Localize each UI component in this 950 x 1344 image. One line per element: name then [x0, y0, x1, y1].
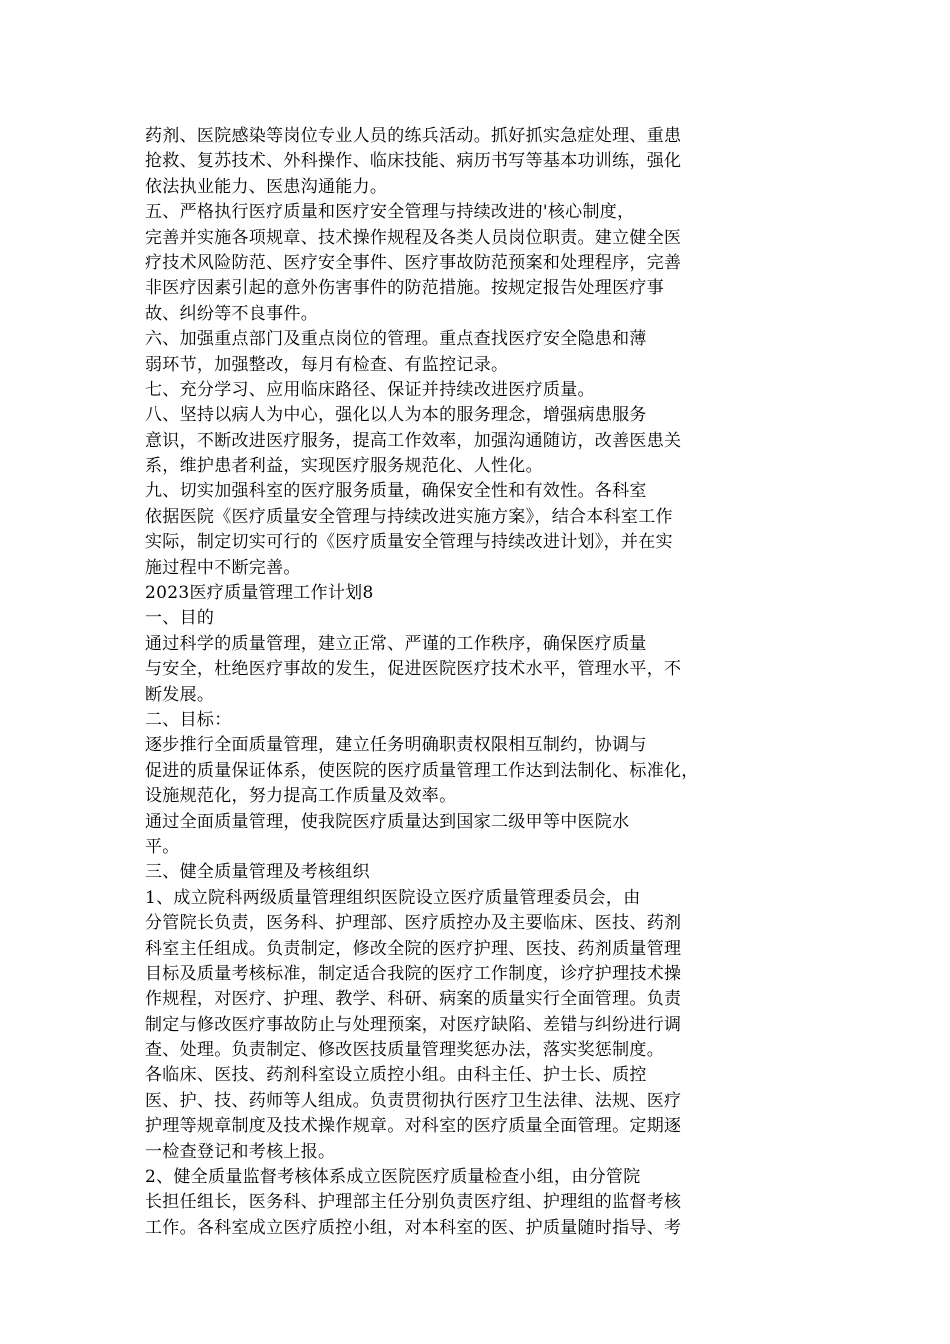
- text-line: 三、健全质量管理及考核组织: [145, 862, 370, 883]
- text-line: 逐步推行全面质量管理，建立任务明确职责权限相互制约，协调与: [145, 735, 647, 756]
- text-line: 与安全，杜绝医疗事故的发生，促进医院医疗技术水平，管理水平，不: [145, 659, 682, 680]
- text-line: 科室主任组成。负责制定，修改全院的医疗护理、医技、药剂质量管理: [145, 938, 682, 959]
- text-line: 完善并实施各项规章、技术操作规程及各类人员岗位职责。建立健全医: [145, 227, 682, 248]
- text-line: 实际，制定切实可行的《医疗质量安全管理与持续改进计划》，并在实: [145, 532, 673, 553]
- text-line: 通过科学的质量管理，建立正常、严谨的工作秩序，确保医疗质量: [145, 633, 647, 654]
- document-body: [145, 124, 755, 1241]
- text-line: 故、纠纷等不良事件。: [145, 303, 318, 324]
- text-line: 断发展。: [145, 684, 215, 705]
- text-line: 护理等规章制度及技术操作规章。对科室的医疗质量全面管理。定期逐: [145, 1116, 682, 1137]
- text-line: 意识，不断改进医疗服务，提高工作效率，加强沟通随访，改善医患关: [145, 430, 682, 451]
- text-line: 施过程中不断完善。: [145, 557, 301, 578]
- text-line: 平。: [145, 836, 180, 857]
- text-line: 目标及质量考核标准，制定适合我院的医疗工作制度，诊疗护理技术操: [145, 963, 682, 984]
- text-line: 药剂、医院感染等岗位专业人员的练兵活动。抓好抓实急症处理、重患: [145, 126, 682, 146]
- text-line: 七、充分学习、应用临床路径、保证并持续改进医疗质量。: [145, 379, 595, 400]
- text-line: 医、护、技、药师等人组成。负责贯彻执行医疗卫生法律、法规、医疗: [145, 1090, 682, 1111]
- text-line: 通过全面质量管理，使我院医疗质量达到国家二级甲等中医院水: [145, 811, 630, 832]
- text-line: 制定与修改医疗事故防止与处理预案，对医疗缺陷、差错与纠纷进行调: [145, 1014, 682, 1035]
- text-line: 九、切实加强科室的医疗服务质量，确保安全性和有效性。各科室: [145, 481, 647, 502]
- text-line: 依法执业能力、医患沟通能力。: [145, 176, 388, 197]
- text-line: 2、健全质量监督考核体系成立医院医疗质量检查小组，由分管院: [145, 1167, 641, 1188]
- text-line: 长担任组长，医务科、护理部主任分别负责医疗组、护理组的监督考核: [145, 1192, 682, 1213]
- text-line: 六、加强重点部门及重点岗位的管理。重点查找医疗安全隐患和薄: [145, 329, 647, 350]
- text-line: 查、处理。负责制定、修改医技质量管理奖惩办法，落实奖惩制度。: [145, 1040, 664, 1061]
- text-line: 一、目的: [145, 608, 215, 629]
- text-line: 作规程，对医疗、护理、教学、科研、病案的质量实行全面管理。负责: [145, 989, 682, 1010]
- text-line: 疗技术风险防范、医疗安全事件、医疗事故防范预案和处理程序，完善: [145, 252, 682, 273]
- text-line: 八、坚持以病人为中心，强化以人为本的服务理念，增强病患服务: [145, 405, 647, 426]
- text-line: 1、成立院科两级质量管理组织医院设立医疗质量管理委员会，由: [145, 887, 641, 908]
- text-line: 2023医疗质量管理工作计划8: [145, 583, 374, 604]
- text-line: 工作。各科室成立医疗质控小组，对本科室的医、护质量随时指导、考: [145, 1217, 682, 1238]
- text-line: 设施规范化，努力提高工作质量及效率。: [145, 786, 457, 807]
- text-line: 各临床、医技、药剂科室设立质控小组。由科主任、护士长、质控: [145, 1065, 647, 1086]
- text-line: 弱环节，加强整改，每月有检查、有监控记录。: [145, 354, 509, 375]
- text-line: 一检查登记和考核上报。: [145, 1141, 336, 1162]
- text-line: 促进的质量保证体系，使医院的医疗质量管理工作达到法制化、标准化，: [145, 760, 699, 781]
- text-line: 五、严格执行医疗质量和医疗安全管理与持续改进的'核心制度，: [145, 202, 635, 223]
- text-line: 分管院长负责，医务科、护理部、医疗质控办及主要临床、医技、药剂: [145, 913, 682, 934]
- text-line: 依据医院《医疗质量安全管理与持续改进实施方案》，结合本科室工作: [145, 506, 673, 527]
- text-line: 系，维护患者利益，实现医疗服务规范化、人性化。: [145, 456, 543, 477]
- text-line: 二、目标：: [145, 709, 232, 730]
- text-line: 抢救、复苏技术、外科操作、临床技能、病历书写等基本功训练，强化: [145, 151, 682, 172]
- text-line: 非医疗因素引起的意外伤害事件的防范措施。按规定报告处理医疗事: [145, 278, 664, 299]
